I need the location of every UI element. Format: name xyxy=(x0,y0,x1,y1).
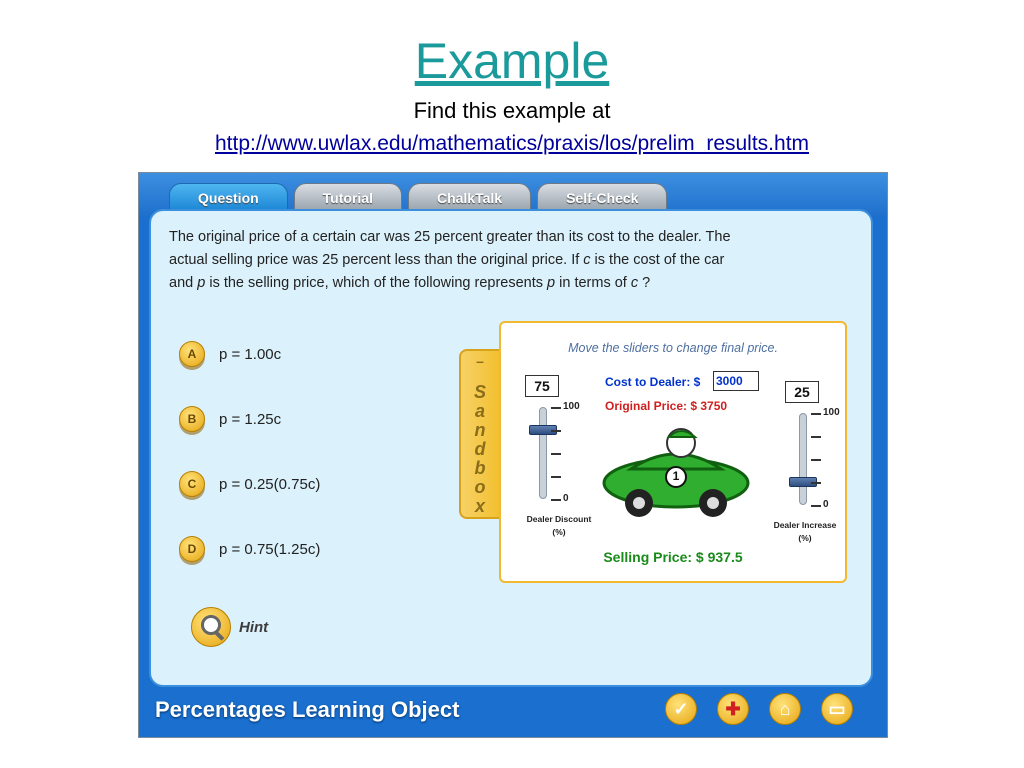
tick-mark xyxy=(551,430,561,432)
sandbox-letter: o xyxy=(474,477,486,497)
sandbox-panel xyxy=(499,321,847,583)
question-text-part: and xyxy=(169,275,198,291)
tick-mark xyxy=(551,499,561,501)
collapse-icon[interactable]: – xyxy=(476,353,484,369)
print-icon[interactable]: ▭ xyxy=(821,693,853,725)
discount-caption-text: Dealer Discount xyxy=(526,514,592,524)
dealer-increase-slider xyxy=(767,381,840,551)
option-c[interactable] xyxy=(179,469,320,499)
variable-p: p xyxy=(547,275,556,291)
question-text-part: actual selling price was 25 percent less than the original price. If xyxy=(169,252,584,268)
magnifier-icon[interactable] xyxy=(191,607,231,647)
dealer-discount-slider xyxy=(519,375,592,545)
tick-mark xyxy=(811,505,821,507)
option-a-text: p = 1.00c xyxy=(219,345,282,363)
option-c-badge[interactable]: C xyxy=(179,471,205,497)
question-line-3 xyxy=(169,272,859,295)
tick-mark xyxy=(551,476,561,478)
slide-title: Example xyxy=(414,33,610,89)
option-b-text: p = 1.25c xyxy=(219,410,282,428)
question-text-part: ? xyxy=(638,275,651,291)
question-text-part: is the selling price, which of the following represents xyxy=(205,275,548,291)
tick-mark xyxy=(811,413,821,415)
variable-c: c xyxy=(630,275,639,291)
footer-toolbar xyxy=(665,693,873,725)
selling-price-label: Selling Price: $ 937.5 xyxy=(603,549,743,565)
sandbox-toggle[interactable] xyxy=(459,349,501,519)
increase-slider-track[interactable] xyxy=(799,413,807,505)
increase-min-label: 0 xyxy=(823,499,829,510)
learning-object-window xyxy=(138,172,888,738)
cost-to-dealer-input[interactable]: 3000 xyxy=(713,371,759,391)
discount-caption-unit: (%) xyxy=(552,527,566,537)
home-icon[interactable]: ⌂ xyxy=(769,693,801,725)
sandbox-letter: n xyxy=(474,420,486,440)
original-price-label: Original Price: $ 3750 xyxy=(605,399,728,413)
option-a-badge[interactable]: A xyxy=(179,341,205,367)
tick-mark xyxy=(811,459,821,461)
tab-self-check[interactable]: Self-Check xyxy=(537,183,667,211)
plus-icon[interactable]: ✚ xyxy=(717,693,749,725)
discount-value-box[interactable]: 75 xyxy=(525,375,559,397)
option-d[interactable] xyxy=(179,534,320,564)
discount-caption xyxy=(519,513,599,539)
sandbox-label xyxy=(461,383,499,516)
tab-tutorial[interactable]: Tutorial xyxy=(294,183,402,211)
question-text-part: is the cost of the car xyxy=(590,252,725,268)
sandbox-instruction: Move the sliders to change final price. xyxy=(568,341,778,355)
option-a[interactable] xyxy=(179,339,281,369)
variable-p: p xyxy=(197,275,206,291)
option-d-badge[interactable]: D xyxy=(179,536,205,562)
slide-subtitle: Find this example at xyxy=(413,98,611,123)
tab-question[interactable]: Question xyxy=(169,183,288,211)
option-b-badge[interactable]: B xyxy=(179,406,205,432)
hint-button[interactable] xyxy=(191,607,268,647)
sandbox-letter: d xyxy=(474,439,486,459)
question-text-part: in terms of xyxy=(555,275,631,291)
tab-list xyxy=(169,183,673,211)
tick-mark xyxy=(551,407,561,409)
discount-slider-track[interactable] xyxy=(539,407,547,499)
tab-chalktalk[interactable]: ChalkTalk xyxy=(408,183,531,211)
tick-mark xyxy=(811,436,821,438)
question-text xyxy=(169,226,859,295)
sandbox-letter: b xyxy=(474,458,486,478)
tick-mark xyxy=(811,482,821,484)
tick-mark xyxy=(551,453,561,455)
option-c-text: p = 0.25(0.75c) xyxy=(219,475,321,493)
sandbox-letter: a xyxy=(474,401,485,421)
sandbox-letter: S xyxy=(473,382,486,402)
increase-caption-unit: (%) xyxy=(798,533,812,543)
footer-title: Percentages Learning Object xyxy=(155,697,460,722)
option-d-text: p = 0.75(1.25c) xyxy=(219,540,321,558)
check-icon[interactable]: ✓ xyxy=(665,693,697,725)
variable-c: c xyxy=(583,252,591,268)
cost-to-dealer-label: Cost to Dealer: $ xyxy=(605,375,701,389)
increase-caption xyxy=(767,519,843,545)
increase-caption-text: Dealer Increase xyxy=(773,520,837,530)
discount-min-label: 0 xyxy=(563,493,569,504)
hint-label: Hint xyxy=(239,618,269,636)
car-number: 1 xyxy=(672,469,680,483)
question-panel xyxy=(149,209,873,687)
source-link[interactable]: http://www.uwlax.edu/mathematics/praxis/los/prelim_results.htm xyxy=(214,132,810,155)
sandbox-letter: x xyxy=(474,496,485,516)
question-line-2 xyxy=(169,249,859,272)
increase-value-box[interactable]: 25 xyxy=(785,381,819,403)
question-line-1: The original price of a certain car was 25 percent greater than its cost to the dealer. The xyxy=(169,229,731,245)
discount-max-label: 100 xyxy=(563,401,580,412)
option-b[interactable] xyxy=(179,404,281,434)
increase-max-label: 100 xyxy=(823,407,840,418)
